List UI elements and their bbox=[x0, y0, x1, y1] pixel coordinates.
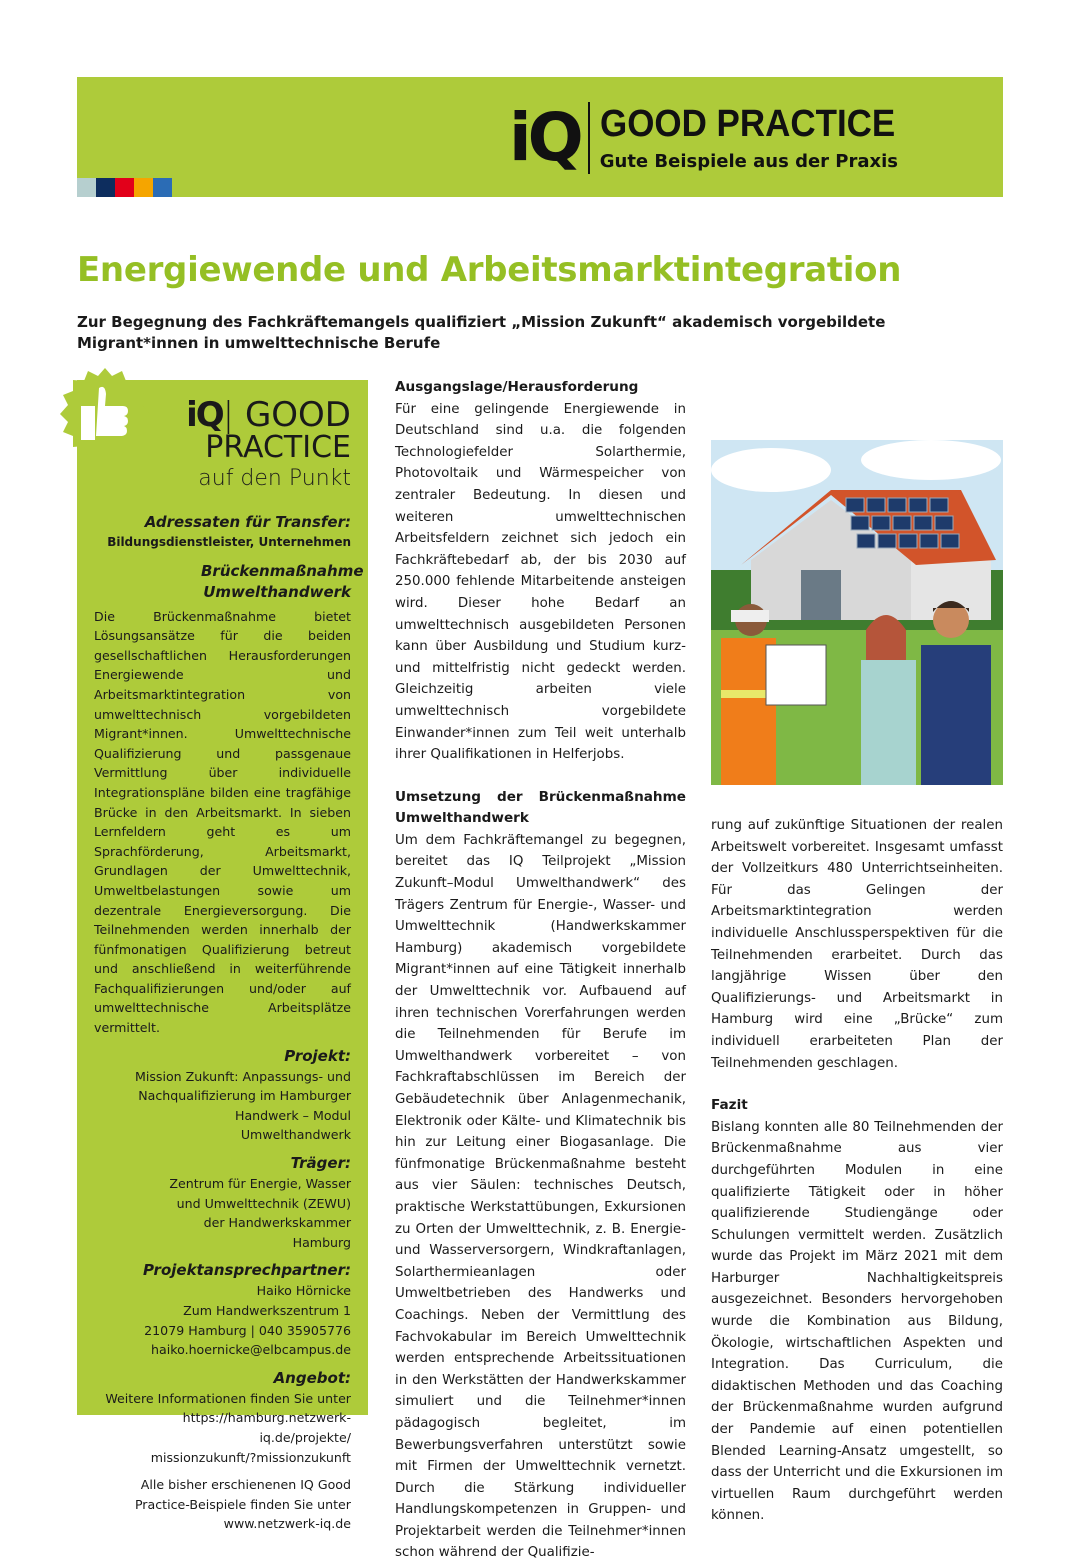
stripe bbox=[77, 178, 96, 197]
thumbs-up-icon bbox=[57, 366, 153, 462]
carrier: Zentrum für Energie, Wasser und Umwelttechnik (ZEWU) der Handwerkskammer Hamburg bbox=[169, 1176, 351, 1250]
addressees: Bildungsdienstleister, Unternehmen bbox=[107, 535, 351, 549]
column-middle bbox=[395, 377, 686, 1564]
contact-email-link[interactable]: haiko.hoernicke@elbcampus.de bbox=[151, 1342, 351, 1358]
addressees-heading: Adressaten für Transfer: bbox=[144, 513, 351, 531]
contact-street: Zum Handwerkszentrum 1 bbox=[183, 1303, 351, 1318]
carrier-heading: Träger: bbox=[290, 1154, 351, 1173]
header-banner bbox=[77, 77, 1003, 197]
more-text-2: Practice-Beispiele finden Sie unter bbox=[134, 1496, 351, 1512]
heading-situation: Ausgangslage/Herausforderung bbox=[395, 379, 639, 395]
measure-text: Die Brückenmaßnahme bietet Lösungsansätze für die beiden gesellschaftlichen Herausforderungen Energiewende und Arbeitsmarktintegration von umwelttechnisch vorgebildeten Migrant*innen. Umwelttechnische Qualifizierung und passgenaue Vermittlung über individuelle Integrationspläne bilden eine tragfähige Brücke in den Arbeitsmarkt. In sieben Lernfeldern geht es um Sprachförderung, Arbeitsmarkt, Grundlagen der Umwelttechnik, Umweltbelastungen sowie um dezentrale Energieversorgung. Die Teilnehmenden werden innerhalb der fünfmonatigen Qualifizierung betreut und anschließend in weiterführende Fachqualifizierungen und/oder auf umwelttechnische Arbeitsplätze vermittelt. bbox=[94, 608, 351, 1036]
measure-heading: Brückenmaßnahme Umwelthandwerk bbox=[201, 561, 364, 601]
logo-divider bbox=[588, 102, 590, 174]
paragraph-implementation: Um dem Fachkräftemangel zu begegnen, bereitet das IQ Teilprojekt „Mission Zukunft–Modul Umwelthandwerk“ des Trägers Zentrum für Energie-, Wasser- und Umwelttechnik (Handwerkskammer Hamburg) akademisch vorgebildete Migrant*innen auf eine Tätigkeit innerhalb der Umwelttechnik vor. Aufbauend auf ihren technischen Vorerfahrungen werden die Teilnehmenden für Berufe im Umwelthandwerk vorbereitet – von Fachkraftabschlüssen im Bereich der Gebäudetechnik über Anlagenmechanik, Elektronik oder Kälte- und Klimatechnik bis hin zur Leitung einer Biogasanlage. Die fünfmonatige Brückenmaßnahme besteht aus vier Säulen: technisches Deutsch, praktische Werkstattübungen, Exkursionen zu Orten der Umwelttechnik, z. B. Energie- und Wasserversorgern, Windkraftanlagen, Solarthermieanlagen oder Umweltbetrieben des Handwerks und Coachings. Neben der Vermittlung des Fachvokabular im Bereich Umwelttechnik werden entsprechende Arbeitssituationen in den Werkstätten der Handwerkskammer simuliert und die Teilnehmer*innen pädagogisch begleitet, im Bewerbungsverfahren unterstützt sowie mit Firmen der Umwelttechnik vernetzt. Durch die Stärkung individueller Handlungskompetenzen in Gruppen- und Projektarbeit werden die Teilnehmer*innen schon während der Qualifizie- bbox=[395, 832, 686, 1561]
stripe bbox=[96, 178, 115, 197]
stripe bbox=[153, 178, 172, 197]
offer-link-cont[interactable]: missionzukunft/?missionzukunft bbox=[150, 1449, 351, 1465]
column-right bbox=[711, 815, 1003, 1527]
paragraph-implementation-continued: rung auf zukünftige Situationen der realen Arbeitswelt vorbereitet. Insgesamt umfasst der Vollzeitkurs 480 Unterrichtseinheiten. Für das Gelingen der Arbeitsmarktintegration werden individuelle Anschlussperspektiven für die Teilnehmenden erarbeitet. Durch das langjährige Wissen über den Qualifizierungs- und Arbeitsmarkt in Hamburg wird eine „Brücke“ zum individuell erarbeiteten Plan der Teilnehmenden geschlagen. bbox=[711, 818, 1003, 1071]
offer-text: Weitere Informationen finden Sie unter bbox=[105, 1390, 351, 1406]
sidebar-summary bbox=[77, 380, 368, 1532]
contact-name: Haiko Hörnicke bbox=[256, 1283, 351, 1299]
offer-heading: Angebot: bbox=[273, 1368, 351, 1387]
brand-title: GOOD PRACTICE bbox=[599, 102, 895, 145]
sidebar-logo: iQ| GOOD bbox=[186, 395, 351, 435]
stripe bbox=[115, 178, 134, 197]
iq-good-practice-logo bbox=[509, 99, 921, 176]
contact-heading: Projektansprechpartner: bbox=[143, 1261, 351, 1280]
project: Mission Zukunft: Anpassungs- und Nachqualifizierung im Hamburger Handwerk – Modul Umwelthandwerk bbox=[134, 1068, 351, 1143]
color-stripes bbox=[77, 178, 172, 197]
logo-word: GOOD bbox=[244, 395, 351, 435]
more-text: Alle bisher erschienenen IQ Good bbox=[140, 1477, 351, 1493]
logo-line-practice: PRACTICE bbox=[205, 430, 351, 465]
logo-line-punkt: auf den Punkt bbox=[198, 466, 351, 491]
page-title: Energiewende und Arbeitsmarktintegration bbox=[77, 250, 902, 290]
iq-logo: iQ bbox=[509, 99, 580, 176]
page-subtitle: Zur Begegnung des Fachkräftemangels qualifiziert „Mission Zukunft“ akademisch vorgebildete Migrant*innen in umwelttechnische Berufe bbox=[77, 313, 886, 352]
heading-implementation: Umsetzung der Brückenmaßnahme Umwelthandwerk bbox=[395, 788, 686, 827]
network-link[interactable]: www.netzwerk-iq.de bbox=[223, 1516, 351, 1532]
project-heading: Projekt: bbox=[284, 1046, 351, 1065]
illustration-house-solar bbox=[711, 440, 1003, 785]
contact-city-phone: 21079 Hamburg | 040 35905776 bbox=[144, 1322, 351, 1338]
brand-subtitle: Gute Beispiele aus der Praxis bbox=[599, 150, 899, 172]
stripe bbox=[134, 178, 153, 197]
heading-conclusion: Fazit bbox=[711, 1097, 748, 1114]
iq-logo: iQ bbox=[186, 395, 223, 435]
paragraph-conclusion: Bislang konnten alle 80 Teilnehmenden der Brückenmaßnahme aus vier durchgeführten Modulen in eine qualifizierte Tätigkeit oder in höher qualifizierende Studiengänge oder Schulungen vermittelt werden. Zusätzlich wurde das Projekt im März 2021 mit dem Harburger Nachhaltigkeitspreis ausgezeichnet. Besonders hervorgehoben wurde die Kombination aus Bildung, Ökologie, wirtschaftlichen Aspekten und Integration. Das Curriculum, die didaktischen Methoden und das Coaching der Brückenmaßnahme wurden aufgrund der Pandemie auf einen potentiellen Blended Learning-Ansatz umgestellt, so dass der Unterricht und die Exkursionen im virtuellen Raum durchgeführt werden können. bbox=[711, 1119, 1003, 1524]
offer-link[interactable]: https://hamburg.netzwerk-iq.de/projekte/ bbox=[182, 1410, 351, 1445]
paragraph-situation: Für eine gelingende Energiewende in Deutschland sind u.a. die folgenden Technologiefelder Solarthermie, Photovoltaik und Wärmespeicher von zentraler Bedeutung. In diesen und weiteren umwelttechnischen Arbeitsfeldern zeichnet sich jedoch ein Fachkräftebedarf ab, der bis 2030 auf 250.000 fehlende Mitarbeitende ansteigen wird. Dieser hohe Bedarf an umwelttechnisch ausgebildeten Personen kann über Ausbildung und Studium kurz- und mittelfristig nicht gedeckt werden. Gleichzeitig arbeiten viele umwelttechnisch vorgebildete Einwander*innen zum Teil weit unterhalb ihrer Qualifikationen in Helferjobs. bbox=[395, 401, 686, 763]
